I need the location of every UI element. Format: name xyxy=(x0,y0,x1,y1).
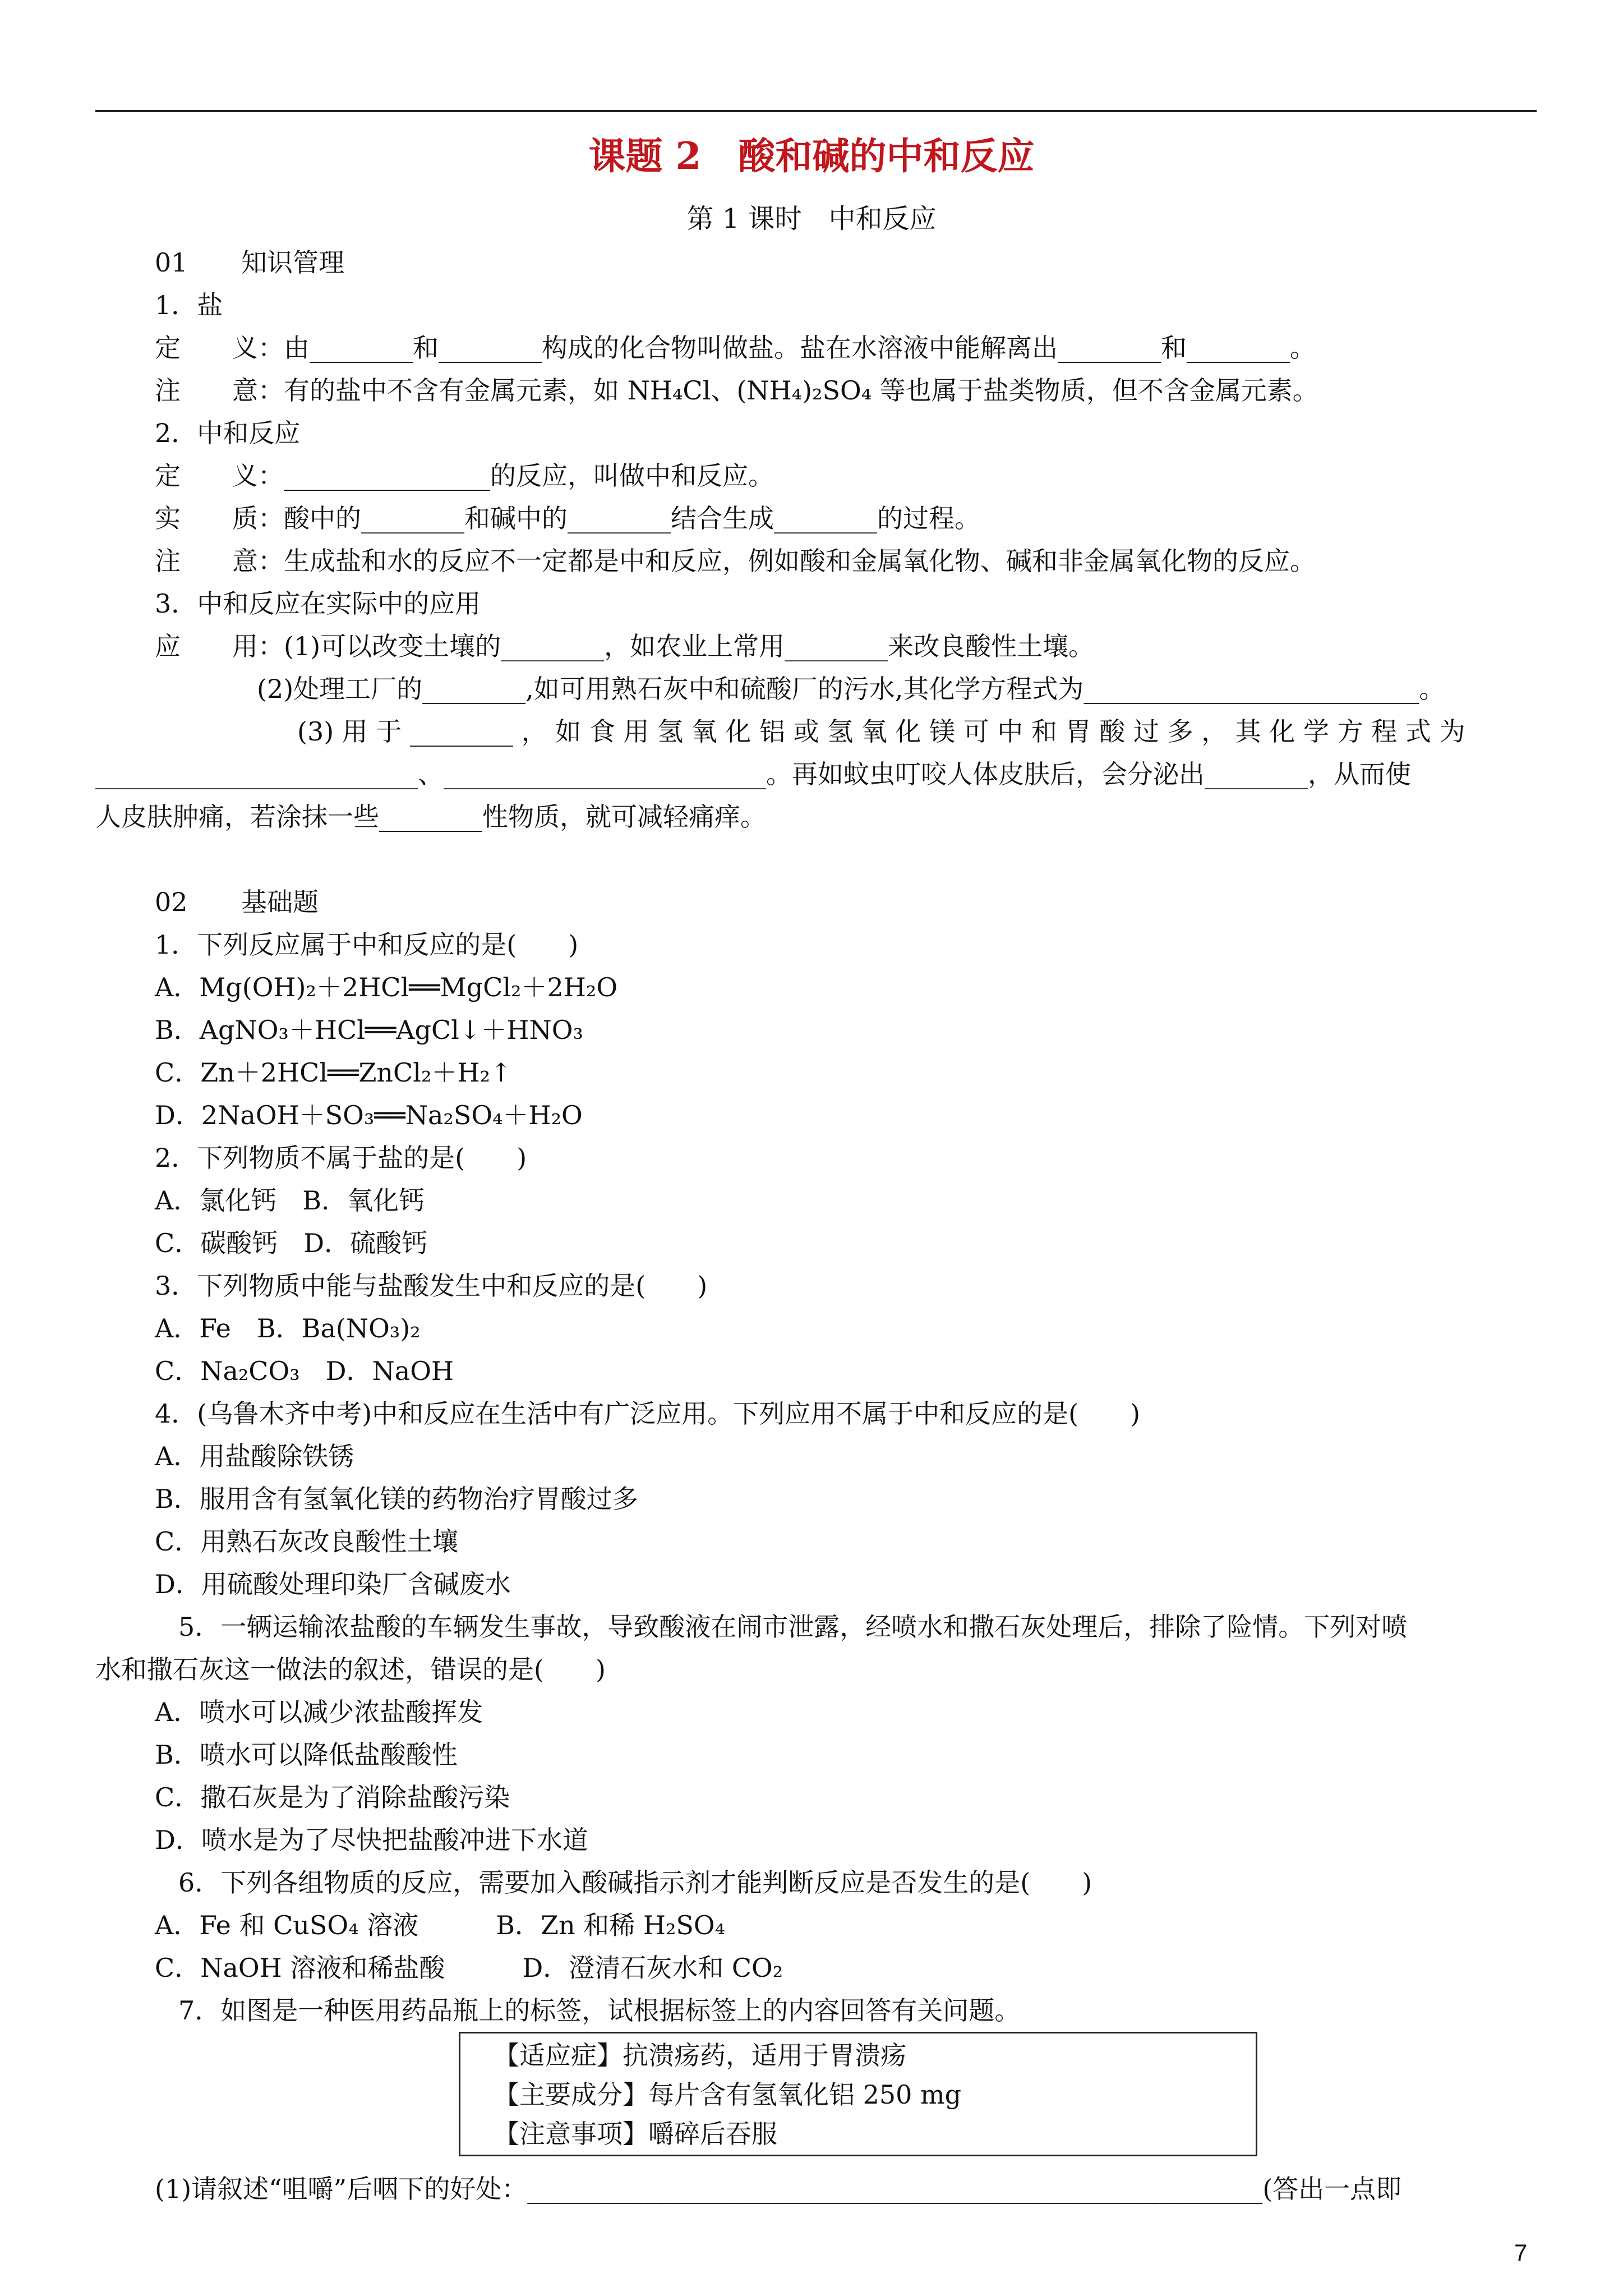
text-line: 实 质：酸中的________和碱中的________结合生成________的过程。 xyxy=(155,503,980,533)
question-line: 1．下列反应属于中和反应的是( ) xyxy=(155,930,579,960)
option-line: C．碳酸钙 D．硫酸钙 xyxy=(155,1228,428,1258)
question-line: 7．如图是一种医用药品瓶上的标签，试根据标签上的内容回答有关问题。 xyxy=(178,1995,1021,2026)
option-line: B．喷水可以降低盐酸酸性 xyxy=(155,1740,458,1770)
section-basic-label: 基础题 xyxy=(241,887,319,917)
text-line: 定 义：________________的反应，叫做中和反应。 xyxy=(155,461,774,491)
text-line: 人皮肤肿痛，若涂抹一些________性物质，就可减轻痛痒。 xyxy=(95,802,766,832)
option-line: D．用硫酸处理印染厂含碱废水 xyxy=(155,1569,511,1599)
section-knowledge-label: 知识管理 xyxy=(241,247,344,278)
option-line: A．Mg(OH)₂＋2HCl══MgCl₂＋2H₂O xyxy=(155,972,618,1002)
option-line: D．2NaOH＋SO₃══Na₂SO₄＋H₂O xyxy=(155,1100,583,1130)
page-number: 7 xyxy=(1514,2239,1528,2266)
lesson-subtitle: 第 1 课时 中和反应 xyxy=(686,203,937,234)
option-line: B．AgNO₃＋HCl══AgCl↓＋HNO₃ xyxy=(155,1015,583,1045)
text-line: 应 用：(1)可以改变土壤的________，如农业上常用________来改良酸性土壤。 xyxy=(155,631,1095,661)
text-line: 定 义：由________和________构成的化合物叫做盐。盐在水溶液中能解离出________和________。 xyxy=(155,333,1316,363)
option-line: C．用熟石灰改良酸性土壤 xyxy=(155,1526,459,1557)
text-line: 1．盐 xyxy=(155,290,223,320)
question-line: 3．下列物质中能与盐酸发生中和反应的是( ) xyxy=(155,1271,708,1301)
option-line: A．喷水可以减少浓盐酸挥发 xyxy=(155,1697,483,1727)
question-line: 水和撒石灰这一做法的叙述，错误的是( ) xyxy=(95,1654,606,1685)
label-indication: 【适应症】抗溃疡药，适用于胃溃疡 xyxy=(494,2040,906,2070)
text-line: _________________________、_________________________。再如蚊虫叮咬人体皮肤后，会分泌出________，从而使 xyxy=(95,759,1411,789)
text-line: 注 意：有的盐中不含有金属元素，如 NH₄Cl、(NH₄)₂SO₄ 等也属于盐类物质，但不含金属元素。 xyxy=(155,375,1318,406)
option-line: C．NaOH 溶液和稀盐酸 D．澄清石灰水和 CO₂ xyxy=(155,1953,783,1983)
text-line: (3) 用 于 ________ ， 如 食 用 氢 氧 化 铝 或 氢 氧 化 镁 可 中 和 胃 酸 过 多 ， 其 化 学 方 程 式 为 xyxy=(297,716,1465,747)
question-line: 2．下列物质不属于盐的是( ) xyxy=(155,1143,527,1173)
header-rule xyxy=(95,110,1537,112)
text-line: 注 意：生成盐和水的反应不一定都是中和反应，例如酸和金属氧化物、碱和非金属氧化物的反应。 xyxy=(155,546,1316,576)
label-notice: 【注意事项】嚼碎后吞服 xyxy=(494,2119,777,2149)
option-line: C．Zn＋2HCl══ZnCl₂＋H₂↑ xyxy=(155,1057,512,1088)
option-line: B．服用含有氢氧化镁的药物治疗胃酸过多 xyxy=(155,1484,638,1514)
question-line: 6．下列各组物质的反应，需要加入酸碱指示剂才能判断反应是否发生的是( ) xyxy=(178,1867,1092,1898)
option-line: A．Fe B．Ba(NO₃)₂ xyxy=(155,1313,421,1343)
label-ingredient: 【主要成分】每片含有氢氧化铝 250 mg xyxy=(494,2079,962,2110)
option-line: C．撒石灰是为了消除盐酸污染 xyxy=(155,1782,510,1812)
option-line: D．喷水是为了尽快把盐酸冲进下水道 xyxy=(155,1825,588,1855)
question-7-part-1: (1)请叙述“咀嚼”后咽下的好处：_________________________________________________________(答出一点即 xyxy=(155,2174,1402,2204)
question-line: 4．(乌鲁木齐中考)中和反应在生活中有广泛应用。下列应用不属于中和反应的是( ) xyxy=(155,1398,1141,1429)
question-line: 5．一辆运输浓盐酸的车辆发生事故，导致酸液在闹市泄露，经喷水和撒石灰处理后，排除了险情。下列对喷 xyxy=(178,1612,1408,1642)
text-line: (2)处理工厂的________,如可用熟石灰中和硫酸厂的污水,其化学方程式为__________________________。 xyxy=(257,674,1445,704)
text-line: 3．中和反应在实际中的应用 xyxy=(155,588,481,619)
text-line: 2．中和反应 xyxy=(155,418,301,448)
option-line: A．Fe 和 CuSO₄ 溶液 B．Zn 和稀 H₂SO₄ xyxy=(155,1910,726,1940)
page-title: 课题 2 酸和碱的中和反应 xyxy=(588,134,1035,178)
section-knowledge-number: 01 xyxy=(155,247,188,278)
option-line: A．用盐酸除铁锈 xyxy=(155,1441,354,1471)
section-basic-number: 02 xyxy=(155,887,188,917)
option-line: A．氯化钙 B．氧化钙 xyxy=(155,1185,425,1216)
option-line: C．Na₂CO₃ D．NaOH xyxy=(155,1356,454,1386)
